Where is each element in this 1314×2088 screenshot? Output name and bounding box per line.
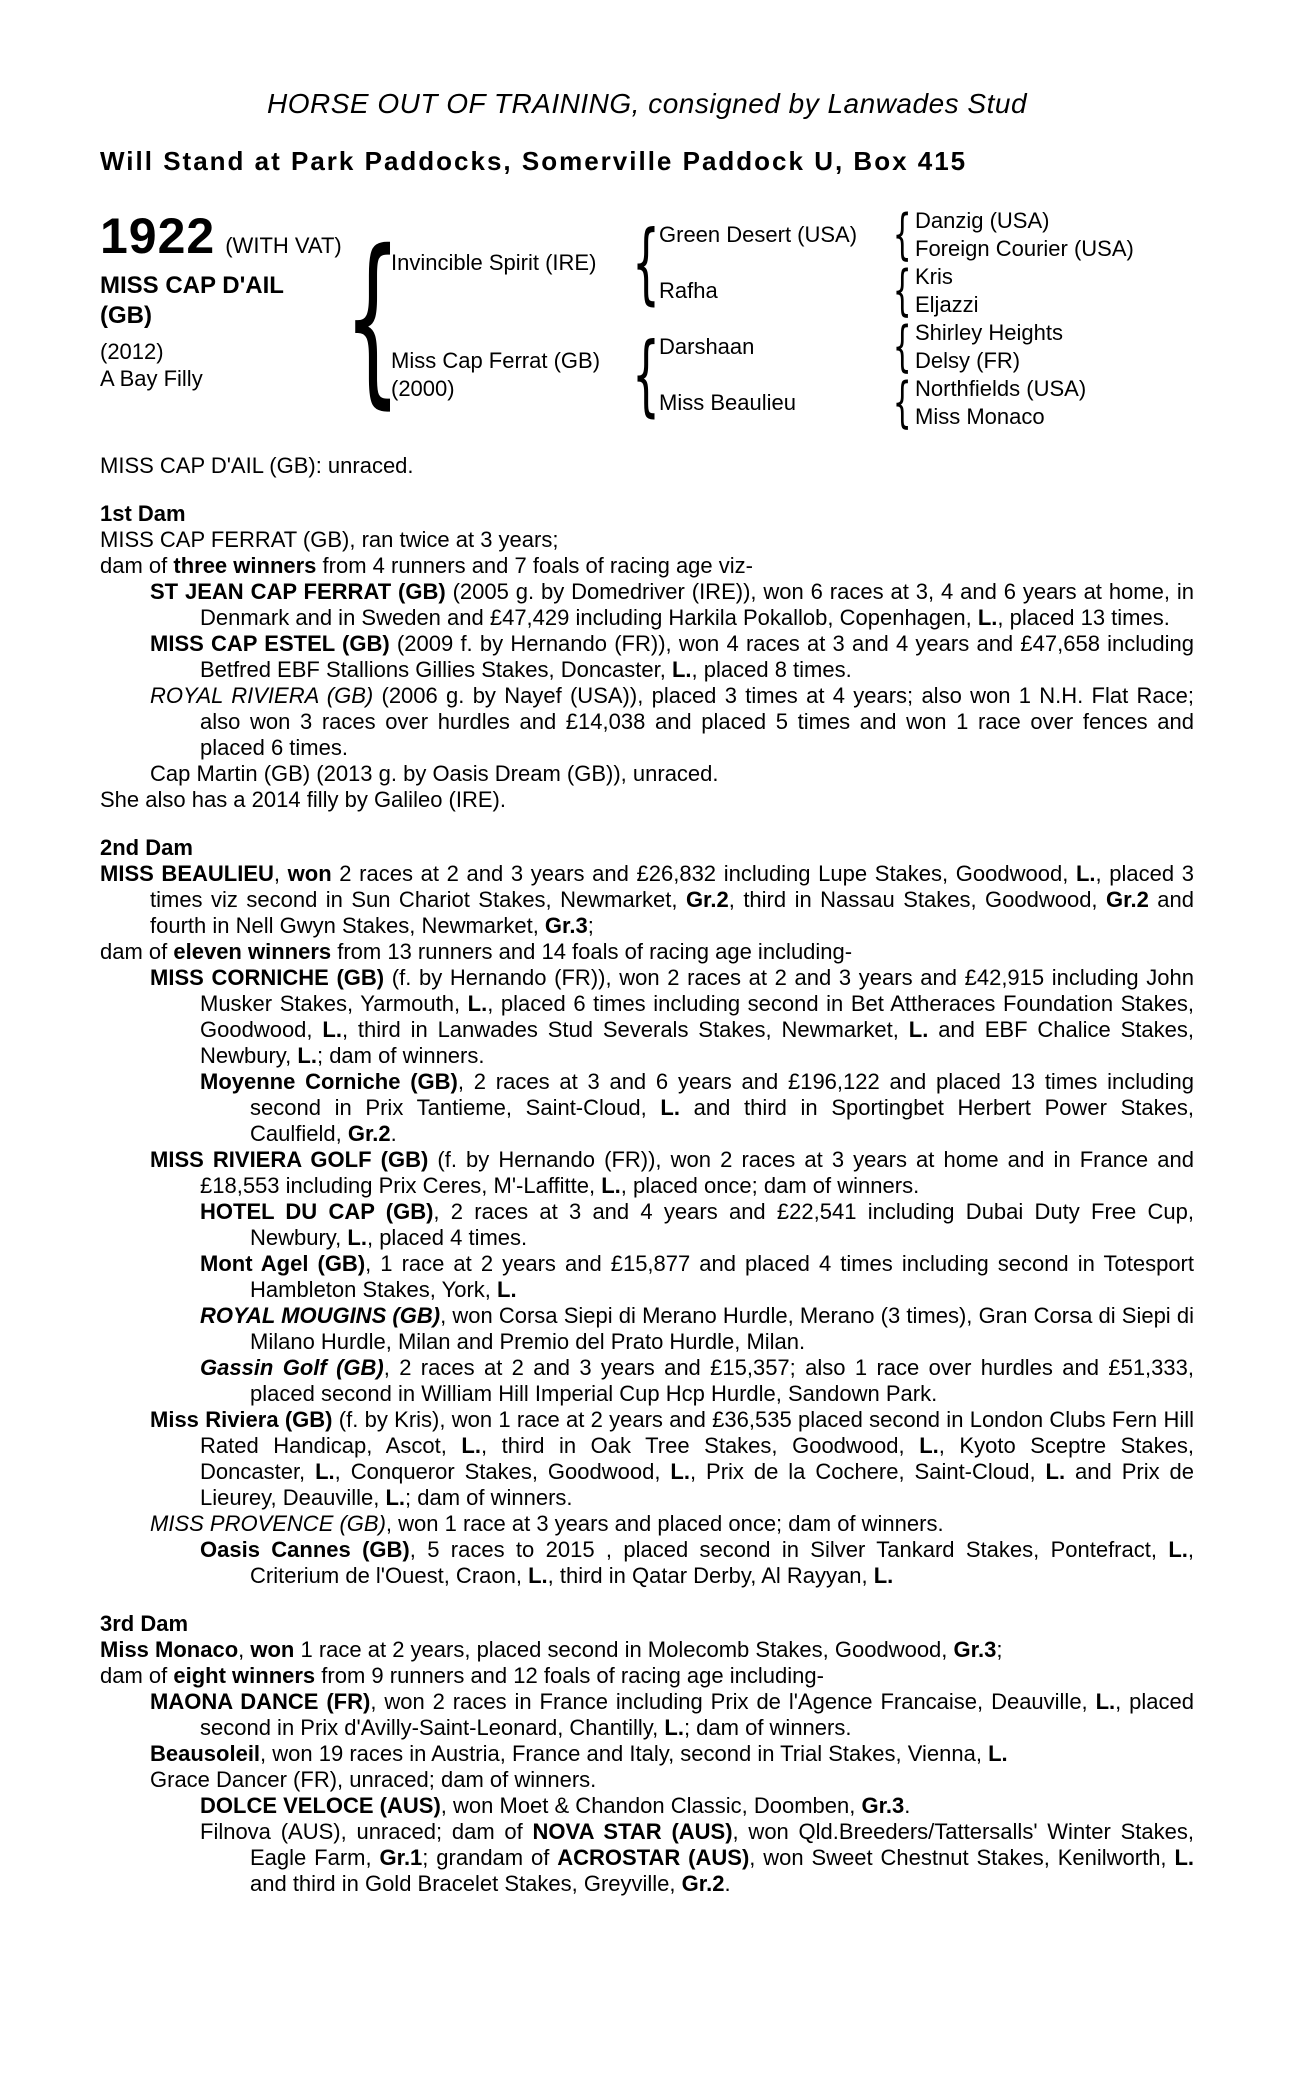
text-run: NOVA STAR (AUS) xyxy=(532,1819,733,1844)
text-run: , placed once; dam of winners. xyxy=(620,1173,920,1198)
pedigree-brace-sire xyxy=(633,207,659,319)
lot-vat-note: (WITH VAT) xyxy=(225,233,342,258)
stand-location-line: Will Stand at Park Paddocks, Somerville Paddock U, Box 415 xyxy=(100,146,968,176)
text-run: , third in Lanwades Stud Severals Stakes, Newmarket, xyxy=(341,1017,909,1042)
pedigree-paragraph xyxy=(100,1767,1194,1793)
text-run: MAONA DANCE (FR) xyxy=(150,1689,371,1714)
text-run: , placed 3 times viz second in Sun Chariot Stakes, Newmarket, xyxy=(150,861,1194,912)
horse-description: A Bay Filly xyxy=(100,366,203,391)
text-run: . xyxy=(724,1871,731,1896)
text-run: and third in Gold Bracelet Stakes, Greyville, xyxy=(250,1871,682,1896)
text-run: and third in Sportingbet Herbert Power Stakes, Caulfield, xyxy=(250,1095,1194,1146)
pedigree-dam xyxy=(391,319,633,431)
text-run: (f. by Hernando (FR)), won 2 races at 3 years at home and in France and £18,553 including Prix Ceres, M'-Laffitte, xyxy=(200,1147,1194,1198)
pedigree-sds: Kris xyxy=(915,264,953,289)
text-run: Cap Martin (GB) (2013 g. by Oasis Dream (GB)), unraced. xyxy=(150,761,719,786)
pedigree-paragraph xyxy=(100,1069,1194,1147)
text-run: L. xyxy=(664,1715,684,1740)
text-run: ST JEAN CAP FERRAT (GB) xyxy=(150,579,446,604)
text-run: , third in Nassau Stakes, Goodwood, xyxy=(728,887,1106,912)
text-run: , won 19 races in Austria, France and Italy, second in Trial Stakes, Vienna, xyxy=(260,1741,989,1766)
text-run: L. xyxy=(347,1225,367,1250)
text-run: (f. by Kris), won 1 race at 2 years and £36,535 placed second in London Clubs Fern Hill Rated Handicap, Ascot, xyxy=(200,1407,1194,1458)
text-run: from 13 runners and 14 foals of racing age including- xyxy=(331,939,853,964)
text-run: L. xyxy=(977,605,998,630)
text-run: , Criterium de l'Ouest, Craon, xyxy=(250,1537,1194,1588)
text-run: eight winners xyxy=(173,1663,316,1688)
text-run: L. xyxy=(1168,1537,1188,1562)
text-run: Miss Monaco xyxy=(100,1637,239,1662)
text-run: Gr.2 xyxy=(347,1121,391,1146)
text-run: ; dam of winners. xyxy=(405,1485,573,1510)
text-run: ; dam of winners. xyxy=(683,1715,852,1740)
text-run: , 5 races to 2015 , placed second in Silver Tankard Stakes, Pontefract, xyxy=(409,1537,1169,1562)
text-run: MISS BEAULIEU xyxy=(100,861,274,886)
pedigree-paragraph xyxy=(100,787,1194,813)
pedigree-brace-dam xyxy=(633,319,659,431)
pedigree-sire: Invincible Spirit (IRE) xyxy=(391,250,597,275)
pedigree-paragraph xyxy=(100,527,1194,553)
text-run: ; dam of winners. xyxy=(316,1043,485,1068)
text-run: Gr.3 xyxy=(544,913,588,938)
text-run: Gr.2 xyxy=(685,887,729,912)
pedigree-sections xyxy=(100,501,1194,1897)
text-run: , third in Oak Tree Stakes, Goodwood, xyxy=(480,1433,920,1458)
text-run: Gr.2 xyxy=(681,1871,725,1896)
text-run: , Prix de la Cochere, Saint-Cloud, xyxy=(689,1459,1046,1484)
text-run: DOLCE VELOCE (AUS) xyxy=(200,1793,441,1818)
text-run: Moyenne Corniche (GB) xyxy=(200,1069,458,1094)
text-run: (2009 f. by Hernando (FR)), won 4 races at 3 and 4 years and £47,658 including Betfred EBF Stallions Gillies Stakes, Doncaster, xyxy=(200,631,1195,682)
pedigree-dam-name: Miss Cap Ferrat (GB) xyxy=(391,348,601,373)
text-run: L. xyxy=(528,1563,548,1588)
pedigree-paragraph xyxy=(100,683,1194,761)
text-run: L. xyxy=(1174,1845,1194,1870)
text-run: L. xyxy=(322,1017,342,1042)
brace-icon: { xyxy=(632,211,660,314)
pedigree-paragraph xyxy=(100,939,1194,965)
pedigree-paragraph xyxy=(100,1511,1194,1537)
text-run: , 2 races at 3 and 6 years and £196,122 and placed 13 times including second in Prix Tantieme, Saint-Cloud, xyxy=(250,1069,1194,1120)
text-run: from 9 runners and 12 foals of racing age including- xyxy=(315,1663,824,1688)
text-run: L. xyxy=(601,1173,621,1198)
text-run: L. xyxy=(1075,861,1096,886)
text-run: eleven winners xyxy=(173,939,332,964)
text-run: and fourth in Nell Gwyn Stakes, Newmarket, xyxy=(150,887,1194,938)
pedigree-brace-ss xyxy=(889,203,915,266)
text-run: , third in Qatar Derby, Al Rayyan, xyxy=(547,1563,874,1588)
text-run: , 2 races at 2 and 3 years and £15,357; also 1 race over hurdles and £51,333, placed second in William Hill Imperial Cup Hcp Hurdle, Sandown Park. xyxy=(250,1355,1194,1406)
text-run: She also has a 2014 filly by Galileo (IRE). xyxy=(100,787,506,812)
pedigree-brace-main xyxy=(344,207,402,431)
text-run: L. xyxy=(1045,1459,1066,1484)
text-run: Miss Riviera (GB) xyxy=(150,1407,333,1432)
horse-foaling-year: (2012) xyxy=(100,339,164,364)
text-run: . xyxy=(390,1121,397,1146)
page-title: HORSE OUT OF TRAINING, consigned by Lanwades Stud xyxy=(266,88,1028,119)
brace-icon: { xyxy=(892,315,912,378)
text-run: Gr.2 xyxy=(1106,887,1149,912)
text-run: L. xyxy=(660,1095,680,1120)
text-run: L. xyxy=(1095,1689,1116,1714)
text-run: and EBF Chalice Stakes, Newbury, xyxy=(200,1017,1195,1068)
text-run: dam of xyxy=(100,939,174,964)
text-run: MISS CAP ESTEL (GB) xyxy=(150,631,390,656)
pedigree-sire-dam: Rafha xyxy=(659,278,718,303)
section-heading: 1st Dam xyxy=(100,501,186,526)
pedigree-paragraph xyxy=(100,631,1194,683)
pedigree-dss: Shirley Heights xyxy=(915,320,1063,345)
pedigree-ssd: Foreign Courier (USA) xyxy=(915,236,1134,261)
pedigree-table xyxy=(100,203,1194,434)
text-run: ; xyxy=(587,913,594,938)
pedigree-dam-year: (2000) xyxy=(391,376,455,401)
text-run: MISS CORNICHE (GB) xyxy=(150,965,385,990)
text-run: , won Qld.Breeders/Tattersalls' Winter Stakes, Eagle Farm, xyxy=(250,1819,1194,1870)
race-record-line: MISS CAP D'AIL (GB): unraced. xyxy=(100,453,414,478)
text-run: , placed 4 times. xyxy=(366,1225,528,1250)
text-run: L. xyxy=(497,1277,517,1302)
text-run: L. xyxy=(467,991,488,1016)
text-run: L. xyxy=(908,1017,929,1042)
text-run: , 2 races at 3 and 4 years and £22,541 including Dubai Duty Free Cup, Newbury, xyxy=(250,1199,1194,1250)
brace-icon: { xyxy=(632,323,660,426)
pedigree-paragraph xyxy=(100,1741,1194,1767)
pedigree-paragraph xyxy=(100,861,1194,939)
text-run: L. xyxy=(670,1459,690,1484)
text-run: won xyxy=(287,861,332,886)
pedigree-paragraph xyxy=(100,1199,1194,1251)
pedigree-dsd: Delsy (FR) xyxy=(915,348,1021,373)
text-run: HOTEL DU CAP (GB) xyxy=(200,1199,434,1224)
text-run: (f. by Hernando (FR)), won 2 races at 2 and 3 years and £42,915 including John Musker Stakes, Yarmouth, xyxy=(200,965,1195,1016)
text-run: Gr.3 xyxy=(953,1637,997,1662)
text-run: ; grandam of xyxy=(422,1845,558,1870)
text-run: Oasis Cannes (GB) xyxy=(200,1537,410,1562)
pedigree-paragraph xyxy=(100,1819,1194,1897)
text-run: Beausoleil xyxy=(150,1741,261,1766)
catalogue-page xyxy=(0,88,1314,1897)
pedigree-paragraph xyxy=(100,1355,1194,1407)
brace-icon: { xyxy=(892,259,912,322)
horse-country-suffix: (GB) xyxy=(100,302,152,329)
text-run: ROYAL RIVIERA (GB) xyxy=(150,683,374,708)
text-run: MISS RIVIERA GOLF (GB) xyxy=(150,1147,429,1172)
text-run: dam of xyxy=(100,1663,174,1688)
text-run: ROYAL MOUGINS (GB) xyxy=(200,1303,441,1328)
pedigree-paragraph xyxy=(100,1637,1194,1663)
text-run: ; xyxy=(996,1637,1003,1662)
text-run: , won Corsa Siepi di Merano Hurdle, Merano (3 times), Gran Corsa di Siepi di Milano Hurdle, Milan and Premio del Prato Hurdle, Milan. xyxy=(250,1303,1194,1354)
pedigree-brace-sd xyxy=(889,259,915,322)
text-run: (2005 g. by Domedriver (IRE)), won 6 races at 3, 4 and 6 years at home, in Denmark and in Sweden and £47,429 including Harkila Pokallob, Copenhagen, xyxy=(200,579,1194,630)
text-run: , won Sweet Chestnut Stakes, Kenilworth, xyxy=(749,1845,1175,1870)
text-run: 2 races at 2 and 3 years and £26,832 including Lupe Stakes, Goodwood, xyxy=(331,861,1076,886)
text-run: . xyxy=(904,1793,911,1818)
text-run: 1 race at 2 years, placed second in Molecomb Stakes, Goodwood, xyxy=(294,1637,954,1662)
lot-row xyxy=(100,208,342,264)
section-heading: 3rd Dam xyxy=(100,1611,189,1636)
pedigree-sdd: Eljazzi xyxy=(915,292,979,317)
pedigree-dam-sire: Darshaan xyxy=(659,334,755,359)
pedigree-paragraph xyxy=(100,1663,1194,1689)
text-run: L. xyxy=(461,1433,481,1458)
text-run: three winners xyxy=(173,553,317,578)
text-run: L. xyxy=(297,1043,317,1068)
text-run: L. xyxy=(873,1563,894,1588)
text-run: , placed 6 times including second in Bet Attheraces Foundation Stakes, Goodwood, xyxy=(200,991,1194,1042)
pedigree-ddd: Miss Monaco xyxy=(915,404,1045,429)
pedigree-sss: Danzig (USA) xyxy=(915,208,1050,233)
lot-number: 1922 xyxy=(100,208,216,264)
pedigree-paragraph xyxy=(100,553,1194,579)
text-run: , won Moet & Chandon Classic, Doomben, xyxy=(440,1793,862,1818)
section-heading: 2nd Dam xyxy=(100,835,193,860)
text-run: from 4 runners and 7 foals of racing age viz- xyxy=(316,553,753,578)
text-run: L. xyxy=(315,1459,335,1484)
text-run: and Prix de Lieurey, Deauville, xyxy=(200,1459,1194,1510)
pedigree-paragraph xyxy=(100,1251,1194,1303)
text-run: , placed 13 times. xyxy=(997,605,1170,630)
text-run: L. xyxy=(671,657,692,682)
text-run: Gassin Golf (GB) xyxy=(200,1355,384,1380)
pedigree-dds: Northfields (USA) xyxy=(915,376,1087,401)
pedigree-brace-dd xyxy=(889,371,915,434)
horse-name: MISS CAP D'AIL xyxy=(100,272,284,299)
text-run: Mont Agel (GB) xyxy=(200,1251,366,1276)
pedigree-paragraph xyxy=(100,761,1194,787)
text-run: , placed second in Prix d'Avilly-Saint-Leonard, Chantilly, xyxy=(200,1689,1195,1740)
brace-icon: { xyxy=(892,203,912,266)
pedigree-paragraph xyxy=(100,965,1194,1069)
text-run: , won 2 races in France including Prix de l'Agence Francaise, Deauville, xyxy=(370,1689,1096,1714)
pedigree-dam-dam: Miss Beaulieu xyxy=(659,390,796,415)
pedigree-paragraph xyxy=(100,1793,1194,1819)
pedigree-paragraph xyxy=(100,1537,1194,1589)
text-run: Grace Dancer (FR), unraced; dam of winners. xyxy=(150,1767,597,1792)
text-run: MISS CAP FERRAT (GB), ran twice at 3 years; xyxy=(100,527,559,552)
brace-icon: { xyxy=(892,371,912,434)
pedigree-paragraph xyxy=(100,579,1194,631)
pedigree-paragraph xyxy=(100,1689,1194,1741)
text-run: , 1 race at 2 years and £15,877 and placed 4 times including second in Totesport Hambleton Stakes, York, xyxy=(250,1251,1194,1302)
pedigree-paragraph xyxy=(100,1407,1194,1511)
text-run: L. xyxy=(988,1741,1008,1766)
text-run: , xyxy=(238,1637,251,1662)
text-run: ACROSTAR (AUS) xyxy=(557,1845,750,1870)
pedigree-sire-sire: Green Desert (USA) xyxy=(659,222,858,247)
text-run: Gr.3 xyxy=(861,1793,905,1818)
text-run: MISS PROVENCE (GB) xyxy=(150,1511,386,1536)
text-run: , Conqueror Stakes, Goodwood, xyxy=(334,1459,671,1484)
pedigree-brace-ds xyxy=(889,315,915,378)
brace-icon: { xyxy=(344,211,402,426)
text-run: Filnova (AUS), unraced; dam of xyxy=(200,1819,533,1844)
text-run: , won 1 race at 3 years and placed once; dam of winners. xyxy=(385,1511,944,1536)
text-run: Gr.1 xyxy=(379,1845,423,1870)
pedigree-paragraph xyxy=(100,1147,1194,1199)
text-run: L. xyxy=(919,1433,939,1458)
text-run: L. xyxy=(385,1485,406,1510)
text-run: , placed 8 times. xyxy=(691,657,852,682)
lot-info xyxy=(100,207,355,431)
pedigree-paragraph xyxy=(100,1303,1194,1355)
text-run: , Kyoto Sceptre Stakes, Doncaster, xyxy=(200,1433,1194,1484)
text-run: won xyxy=(250,1637,295,1662)
text-run: (2006 g. by Nayef (USA)), placed 3 times at 4 years; also won 1 N.H. Flat Race; also won 3 races over hurdles and £14,038 and placed 5 times and won 1 race over fences and placed 6 times. xyxy=(200,683,1194,760)
text-run: , xyxy=(273,861,288,886)
text-run: dam of xyxy=(100,553,174,578)
